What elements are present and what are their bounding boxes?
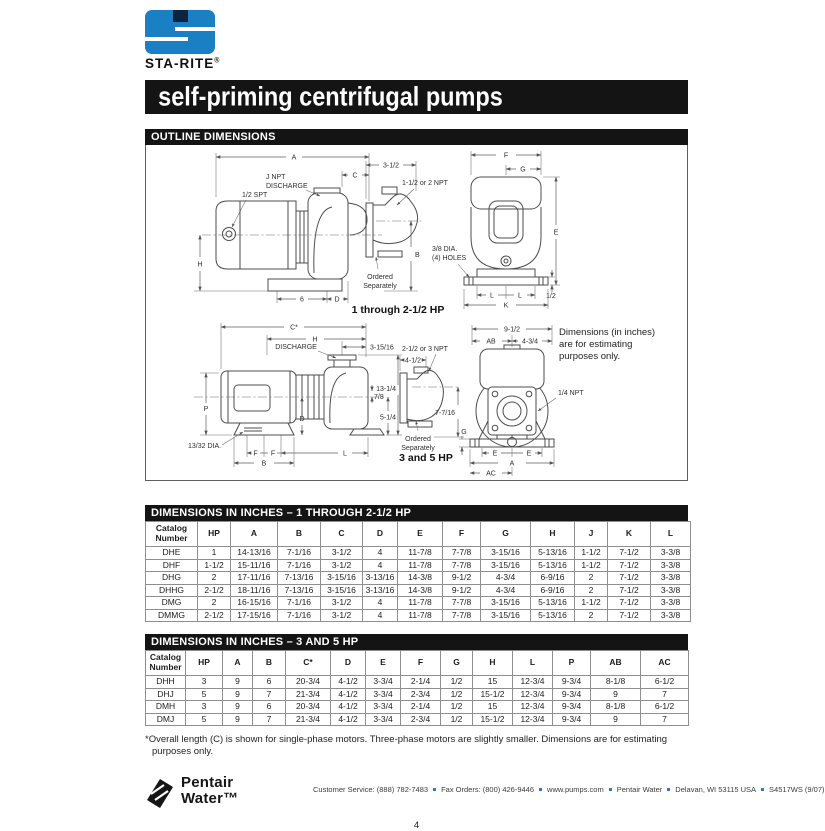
column-header: G	[441, 651, 473, 676]
table-cell: 3-15/16	[481, 559, 531, 572]
ordered-separately-line2: Separately	[363, 283, 397, 290]
column-header: D	[363, 522, 398, 547]
table-cell: 20-3/4	[286, 701, 331, 714]
dim-c-label: C	[352, 172, 358, 180]
spt-label: 1/2 SPT	[242, 192, 268, 199]
column-header: B	[278, 522, 321, 547]
outline-drawings-box	[145, 145, 688, 481]
table-cell: 3-3/8	[651, 547, 691, 560]
table-cell: 1/2	[441, 676, 473, 689]
estimate-note-line2: are for estimating	[559, 339, 633, 350]
table-cell: 5	[186, 713, 223, 726]
table-cell: 12-3/4	[513, 688, 553, 701]
column-header: C	[321, 522, 363, 547]
table-cell: 12-3/4	[513, 701, 553, 714]
table-cell: 14-3/8	[398, 572, 443, 585]
table-cell: 3-3/8	[651, 584, 691, 597]
table-cell: 7-7/8	[443, 597, 481, 610]
dim-78-label: 7/8	[374, 394, 384, 401]
table-cell: 1-1/2	[575, 597, 608, 610]
sta-rite-logo-icon	[145, 10, 215, 54]
table-cell: 5-13/16	[531, 597, 575, 610]
table-cell: DHHG	[146, 584, 198, 597]
table2-header-row	[146, 651, 689, 676]
dim-k-label: K	[503, 302, 509, 310]
column-header: AB	[591, 651, 641, 676]
elbow2-npt-label: 2-1/2 or 3 NPT	[402, 346, 448, 353]
column-header: D	[331, 651, 366, 676]
table-cell: 6-1/2	[641, 701, 689, 714]
table-cell: 9	[223, 701, 253, 714]
table2-body	[146, 676, 689, 726]
dim-a-label: A	[291, 154, 297, 162]
table-cell: 3-1/2	[321, 559, 363, 572]
table-cell: 15-11/16	[231, 559, 278, 572]
table-cell: 6-9/16	[531, 572, 575, 585]
sta-rite-logo	[145, 10, 255, 71]
table-cell: 2	[198, 572, 231, 585]
page-number: 4	[413, 819, 420, 831]
table-cell: 3-13/16	[363, 572, 398, 585]
dim-912-label: 9-1/2	[504, 326, 520, 334]
footer-info-item: www.pumps.com	[547, 784, 604, 794]
table-cell: 3-15/16	[321, 584, 363, 597]
bullet-separator	[433, 788, 436, 791]
column-header: Catalog Number	[146, 522, 198, 547]
column-header: J	[575, 522, 608, 547]
column-header: B	[253, 651, 286, 676]
table-cell: 1/2	[441, 688, 473, 701]
table-footnote: *Overall length (C) is shown for single-phase motors. Three-phase motors are slightly smaller. Dimensions are for estimating purposes only.	[145, 734, 668, 757]
footer-info-item: Customer Service: (888) 782-7483	[313, 784, 429, 794]
table-cell: 11-7/8	[398, 609, 443, 622]
table1-title-bar: DIMENSIONS IN INCHES – 1 THROUGH 2-1/2 HP	[145, 505, 688, 521]
table-cell: 1/2	[441, 701, 473, 714]
dim-cstar-label: C*	[290, 324, 298, 332]
dim-f2-label-left: F	[253, 450, 258, 458]
table-cell: 9	[223, 713, 253, 726]
table-row	[146, 701, 689, 714]
table-cell: 3-1/2	[321, 547, 363, 560]
table-cell: 3-1/2	[321, 609, 363, 622]
column-header: HP	[186, 651, 223, 676]
dim-514-label: 5-1/4	[380, 414, 396, 422]
dim-h-label: H	[197, 261, 203, 269]
elbow-npt-label: 1-1/2 or 2 NPT	[402, 180, 448, 187]
table-cell: 6-1/2	[641, 676, 689, 689]
table-cell: 18-11/16	[231, 584, 278, 597]
column-header: Catalog Number	[146, 651, 186, 676]
table-cell: 7-1/2	[608, 559, 651, 572]
table-cell: 5-13/16	[531, 609, 575, 622]
pentair-flag-icon	[145, 775, 175, 811]
table-cell: 21-3/4	[286, 713, 331, 726]
table-cell: 9	[223, 676, 253, 689]
table-cell: 15-1/2	[473, 713, 513, 726]
table-cell: 2-1/4	[401, 701, 441, 714]
dimensions-table-large-hp-section	[145, 634, 688, 726]
table-cell: 7	[253, 688, 286, 701]
dim-l-label-right: L	[518, 292, 522, 300]
table-cell: 7	[253, 713, 286, 726]
dim-l2-label: L	[343, 450, 347, 458]
table-cell: 3-13/16	[363, 584, 398, 597]
pentair-water-logo	[145, 775, 313, 811]
bullet-separator	[539, 788, 542, 791]
table-cell: 7-1/2	[608, 584, 651, 597]
table-cell: DMH	[146, 701, 186, 714]
table-cell: 3-15/16	[481, 597, 531, 610]
table-row	[146, 584, 691, 597]
table-cell: 4-1/2	[331, 701, 366, 714]
dim-p-label: P	[203, 406, 209, 413]
dim-d-label: D	[334, 296, 340, 304]
table-cell: 4	[363, 609, 398, 622]
table-cell: 9	[223, 688, 253, 701]
table-cell: 5-13/16	[531, 559, 575, 572]
logo-s-bar-bottom	[145, 37, 188, 41]
table-cell: 7-7/8	[443, 547, 481, 560]
dim-e2-label-right: E	[526, 450, 532, 458]
table-cell: DHH	[146, 676, 186, 689]
dim-434-label: 4-3/4	[522, 338, 538, 346]
table-cell: 11-7/8	[398, 547, 443, 560]
table-cell: 7-1/2	[608, 547, 651, 560]
table-cell: 9-3/4	[553, 701, 591, 714]
dim-e-label: E	[553, 229, 559, 237]
npt-14-label: 1/4 NPT	[558, 390, 584, 397]
table-cell: 4	[363, 547, 398, 560]
table-cell: DHF	[146, 559, 198, 572]
npt-discharge-label-line1: J NPT	[266, 174, 286, 181]
table-cell: 12-3/4	[513, 713, 553, 726]
table-cell: 17-15/16	[231, 609, 278, 622]
table-cell: 9-3/4	[553, 713, 591, 726]
table-cell: 2	[575, 572, 608, 585]
footer-info	[313, 775, 825, 794]
caption-large-hp: 3 and 5 HP	[399, 452, 453, 464]
elbow-width-label: 3-1/2	[383, 162, 399, 170]
table-cell: DMG	[146, 597, 198, 610]
table-cell: 3-3/8	[651, 559, 691, 572]
table-cell: 6	[253, 701, 286, 714]
dim-b2-label: B	[261, 460, 267, 468]
holes-label-line1: 3/8 DIA.	[432, 246, 458, 253]
dim-b-label: B	[415, 252, 420, 259]
dim-ac-label: AC	[486, 470, 496, 478]
table-cell: DHE	[146, 547, 198, 560]
table-cell: 9-3/4	[553, 688, 591, 701]
table-cell: 3-3/4	[366, 701, 401, 714]
dimensions-table-small-hp	[145, 521, 691, 622]
brand-name	[145, 56, 255, 71]
table-cell: 3	[186, 676, 223, 689]
table-cell: 2-1/2	[198, 609, 231, 622]
dim-a2-label: A	[509, 460, 515, 468]
pentair-brand-line1: Pentair	[181, 773, 234, 791]
dim-e2-label-left: E	[492, 450, 498, 458]
drawing-large-side-view	[188, 323, 402, 468]
dimensions-table-small-hp-section	[145, 505, 688, 622]
bullet-separator	[609, 788, 612, 791]
drawing-large-elbow	[400, 346, 467, 452]
dim-f-label: F	[503, 152, 509, 160]
table-row	[146, 597, 691, 610]
drawing-small-elbow	[363, 161, 448, 291]
column-header: K	[608, 522, 651, 547]
page-footer	[145, 773, 825, 811]
dim-g-label: G	[520, 166, 526, 174]
table-cell: 6	[253, 676, 286, 689]
table-cell: 4-1/2	[331, 713, 366, 726]
outline-dimensions-section	[145, 129, 688, 481]
table-cell: 7-1/16	[278, 609, 321, 622]
table-cell: 9-3/4	[553, 676, 591, 689]
table-cell: 4	[363, 559, 398, 572]
discharge-label: DISCHARGE	[275, 344, 317, 351]
ordered2-line2: Separately	[401, 445, 435, 452]
table-row	[146, 688, 689, 701]
column-header: L	[651, 522, 691, 547]
table-cell: 17-11/16	[231, 572, 278, 585]
table-cell: 4-3/4	[481, 572, 531, 585]
table-cell: 7-7/8	[443, 559, 481, 572]
table-cell: 9	[591, 688, 641, 701]
ordered2-line1: Ordered	[405, 436, 431, 443]
table-cell: 1-1/2	[575, 559, 608, 572]
table-cell: 2-3/4	[401, 713, 441, 726]
table-cell: 9-1/2	[443, 584, 481, 597]
column-header: A	[231, 522, 278, 547]
table-cell: 3-3/4	[366, 676, 401, 689]
table-cell: 2-1/4	[401, 676, 441, 689]
table-cell: 12-3/4	[513, 676, 553, 689]
table-row	[146, 609, 691, 622]
table-cell: 5	[186, 688, 223, 701]
estimate-note-line3: purposes only.	[559, 351, 621, 362]
table-cell: 20-3/4	[286, 676, 331, 689]
table-cell: DHG	[146, 572, 198, 585]
pentair-brand-text	[181, 775, 238, 807]
dim-g2-label: G	[461, 429, 467, 436]
column-header: HP	[198, 522, 231, 547]
dia-1332-label: 13/32 DIA.	[188, 443, 222, 450]
registered-mark: ®	[214, 57, 220, 65]
elbow2-width-label: 4-1/2	[405, 357, 421, 365]
column-header: H	[531, 522, 575, 547]
table-cell: 7-13/16	[278, 584, 321, 597]
table-cell: 7-1/16	[278, 559, 321, 572]
table-cell: 6-9/16	[531, 584, 575, 597]
table-cell: 11-7/8	[398, 597, 443, 610]
table-cell: 8-1/8	[591, 676, 641, 689]
dim-6-label: 6	[300, 296, 304, 304]
page-title: self-priming centrifugal pumps	[158, 82, 503, 112]
table-row	[146, 547, 691, 560]
dim-f2-label-right: F	[270, 450, 276, 458]
table-row	[146, 676, 689, 689]
dim-d2-label: D	[299, 416, 305, 423]
table-cell: 2	[575, 609, 608, 622]
table-cell: 7-1/16	[278, 597, 321, 610]
dimensions-table-large-hp	[145, 650, 689, 726]
table-cell: 2	[198, 597, 231, 610]
dim-h2-label: H	[312, 336, 318, 344]
table1-body	[146, 547, 691, 622]
table-cell: 1-1/2	[198, 559, 231, 572]
table2-title-bar: DIMENSIONS IN INCHES – 3 AND 5 HP	[145, 634, 688, 650]
table-cell: 2	[575, 584, 608, 597]
table-cell: 7-1/16	[278, 547, 321, 560]
table-cell: 9	[591, 713, 641, 726]
column-header: A	[223, 651, 253, 676]
footer-info-item: S4517WS (9/07)	[769, 784, 825, 794]
table-cell: 4-1/2	[331, 688, 366, 701]
dim-half-label: 1/2	[546, 293, 556, 300]
table-cell: 14-3/8	[398, 584, 443, 597]
table-cell: 3-3/8	[651, 572, 691, 585]
table-cell: 14-13/16	[231, 547, 278, 560]
table-cell: 3-15/16	[321, 572, 363, 585]
table-cell: 1/2	[441, 713, 473, 726]
table-cell: 4	[363, 597, 398, 610]
table-cell: 3-3/4	[366, 688, 401, 701]
table-cell: 15-1/2	[473, 688, 513, 701]
dim-31516-label: 3-15/16	[370, 344, 394, 352]
table-cell: 2-1/2	[198, 584, 231, 597]
dim-1314-label: 13-1/4	[376, 386, 396, 393]
column-header: G	[481, 522, 531, 547]
page-content	[145, 0, 825, 831]
table-cell: 3-15/16	[481, 609, 531, 622]
column-header: F	[401, 651, 441, 676]
bullet-separator	[667, 788, 670, 791]
table-cell: 7	[641, 713, 689, 726]
table-cell: 7-1/2	[608, 597, 651, 610]
column-header: F	[443, 522, 481, 547]
ordered-separately-line1: Ordered	[367, 274, 393, 281]
table-cell: 3-3/8	[651, 597, 691, 610]
table1-header-row	[146, 522, 691, 547]
drawing-small-side-view	[194, 153, 382, 304]
table-cell: 5-13/16	[531, 547, 575, 560]
outline-header-bar: OUTLINE DIMENSIONS	[145, 129, 688, 145]
table-cell: 3-3/8	[651, 609, 691, 622]
column-header: E	[366, 651, 401, 676]
caption-small-hp: 1 through 2-1/2 HP	[351, 304, 445, 316]
estimate-note-line1: Dimensions (in inches)	[559, 327, 656, 338]
table-cell: 16-15/16	[231, 597, 278, 610]
table-cell: 11-7/8	[398, 559, 443, 572]
table-cell: 2-3/4	[401, 688, 441, 701]
table-cell: 15	[473, 701, 513, 714]
footer-info-item: Pentair Water	[616, 784, 663, 794]
table-row	[146, 713, 689, 726]
table-cell: 9-1/2	[443, 572, 481, 585]
logo-s-bar-top	[175, 27, 215, 31]
table-cell: 3-3/4	[366, 713, 401, 726]
column-header: P	[553, 651, 591, 676]
column-header: H	[473, 651, 513, 676]
column-header: L	[513, 651, 553, 676]
table-row	[146, 572, 691, 585]
table-cell: 3-1/2	[321, 597, 363, 610]
table-cell: 3-15/16	[481, 547, 531, 560]
table-cell: DMMG	[146, 609, 198, 622]
column-header: E	[398, 522, 443, 547]
footer-info-item: Delavan, WI 53115 USA	[675, 784, 757, 794]
table-cell: 4-1/2	[331, 676, 366, 689]
bullet-separator	[761, 788, 764, 791]
table-cell: 1	[198, 547, 231, 560]
pump-outline-drawings	[146, 145, 687, 480]
table-cell: 7-7/8	[443, 609, 481, 622]
table-cell: 7	[641, 688, 689, 701]
dim-7716-label: 7-7/16	[435, 410, 455, 417]
table-row	[146, 559, 691, 572]
table-cell: 1-1/2	[575, 547, 608, 560]
table-cell: 21-3/4	[286, 688, 331, 701]
drawing-small-front-view	[432, 151, 560, 310]
table-cell: DMJ	[146, 713, 186, 726]
column-header: AC	[641, 651, 689, 676]
table-cell: 3	[186, 701, 223, 714]
table-cell: 7-1/2	[608, 572, 651, 585]
dim-l-label-left: L	[490, 292, 494, 300]
title-banner	[145, 80, 688, 114]
logo-dark-block	[173, 10, 188, 22]
pentair-brand-line2: Water™	[181, 789, 239, 807]
table-cell: 4-3/4	[481, 584, 531, 597]
table-cell: 7-13/16	[278, 572, 321, 585]
dim-ab-label: AB	[486, 338, 496, 346]
table-cell: 15	[473, 676, 513, 689]
table-cell: 8-1/8	[591, 701, 641, 714]
column-header: C*	[286, 651, 331, 676]
npt-discharge-label-line2: DISCHARGE	[266, 183, 308, 190]
brand-name-text: STA-RITE	[145, 56, 215, 71]
table-cell: DHJ	[146, 688, 186, 701]
footer-info-item: Fax Orders: (800) 426-9446	[441, 784, 535, 794]
table-cell: 7-1/2	[608, 609, 651, 622]
holes-label-line2: (4) HOLES	[432, 255, 467, 262]
